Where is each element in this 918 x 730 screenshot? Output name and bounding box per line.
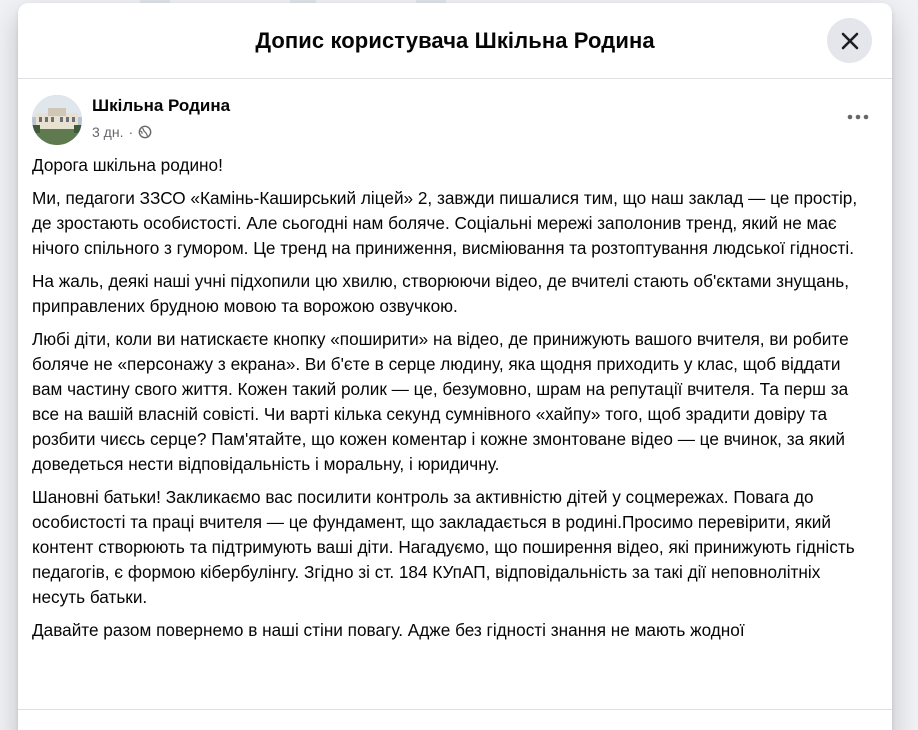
post-dialog [18, 3, 892, 730]
dialog-title: Допис користувача Шкільна Родина [255, 27, 655, 53]
meta-separator: · [128, 124, 134, 140]
post-paragraph: Шановні батьки! Закликаємо вас посилити контроль за активністю дітей у соцмережах. Повага до особистості та праці вчителя — це фундамент, що закладається в родині.Просимо перевірити, який контент створюють та підтримують ваші діти. Нагадуємо, що поширення відео, які принижують гідність педагогів, є формою кібербулінгу. Згідно зі ст. 184 КУпАП, відповідальність за такі дії неповнолітніх несуть батьки. [32, 487, 855, 607]
author-name[interactable]: Шкільна Родина [92, 96, 231, 115]
globe-icon [138, 125, 152, 139]
post [18, 79, 892, 643]
more-options-icon [847, 114, 869, 120]
comment-bar [18, 709, 892, 730]
post-paragraph: Ми, педагоги ЗЗСО «Камінь-Каширський ліцей» 2, завжди пишалися тим, що наш заклад — це простір, де зростають особистості. Але сьогодні нам боляче. Соціальні мережі заполонив тренд, який не має нічого спільного з гумором. Це тренд на приниження, висміювання та розтоптування людської гідності. [32, 188, 858, 258]
more-options-button[interactable] [840, 99, 876, 135]
post-paragraph: На жаль, деякі наші учні підхопили цю хвилю, створюючи відео, де вчителі стають об'єктами знущань, приправлених брудною мовою та ворожою озвучкою. [32, 271, 850, 316]
author-block [92, 96, 230, 140]
close-button[interactable] [827, 18, 872, 63]
author-avatar[interactable] [32, 95, 82, 145]
post-time[interactable]: 3 дн. [92, 124, 124, 140]
school-building-image [32, 95, 82, 145]
post-text [32, 153, 878, 643]
post-meta [92, 124, 230, 140]
post-paragraph: Дорога шкільна родино! [32, 155, 223, 175]
post-paragraph: Давайте разом повернемо в наші стіни повагу. Адже без гідності знання не мають жодної [32, 620, 745, 640]
post-header [32, 93, 878, 151]
dialog-header [18, 3, 892, 79]
post-paragraph: Любі діти, коли ви натискаєте кнопку «поширити» на відео, де принижують вашого вчителя, ви робите боляче не «персонажу з екрана». Ви б'єте в серце людину, яка щодня приходить у клас, щоб віддати вам частину свого життя. Кожен такий ролик — це, безумовно, шрам на репутації вчителя. Та перш за все на вашій власній совісті. Чи варті кілька секунд сумнівного «хайпу» того, щоб зрадити довіру та розбити чиєсь серце? Пам'ятайте, що кожен коментар і кожне змонтоване відео — це вчинок, за який доведеться нести відповідальність і моральну, і юридичну. [32, 329, 849, 474]
close-icon [840, 31, 860, 51]
